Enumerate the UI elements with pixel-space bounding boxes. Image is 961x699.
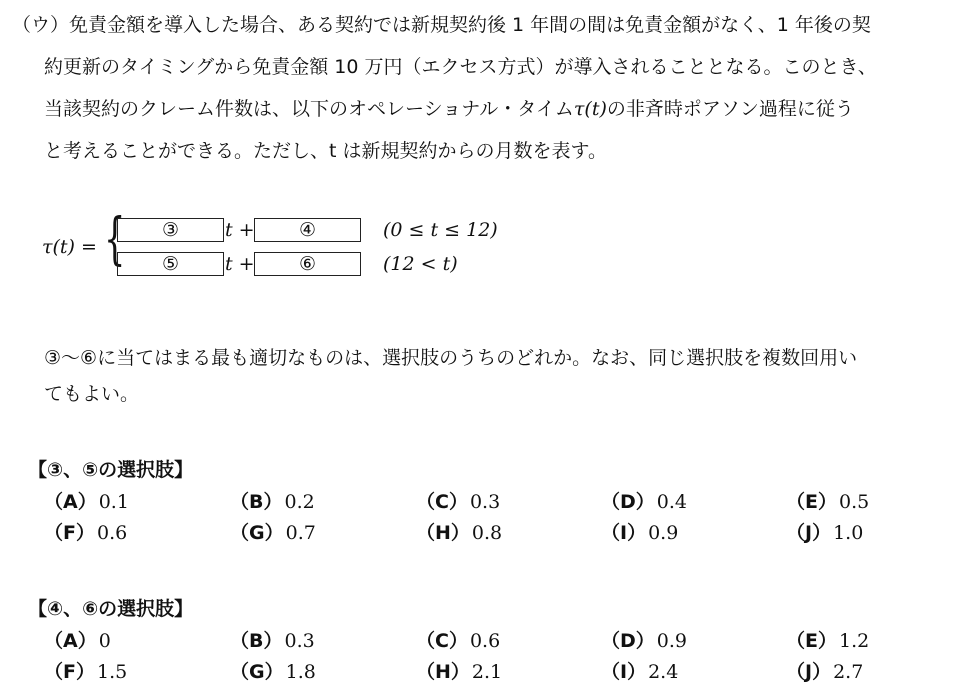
question-line-2: てもよい。 <box>44 383 140 405</box>
choice-group2-i[interactable] <box>601 657 678 684</box>
choice-group1-a[interactable] <box>44 487 129 514</box>
choice-label: （H） <box>416 522 470 544</box>
choice-label: （F） <box>44 661 95 683</box>
choice-value: 0.6 <box>469 630 501 652</box>
choice-label: （E） <box>786 630 837 652</box>
choice-value: 1.0 <box>833 522 864 544</box>
choice-value: 1.8 <box>285 661 316 683</box>
choice-group2-g[interactable] <box>230 657 316 684</box>
formula-condition-1: (0 ≤ t ≤ 12) <box>383 219 498 241</box>
choice-value: 0.4 <box>656 491 687 513</box>
choice-label: （B） <box>230 491 283 513</box>
choice-group1-d[interactable] <box>601 487 687 514</box>
choice-group2-f[interactable] <box>44 657 127 684</box>
choice-label: （F） <box>44 522 95 544</box>
intro-line-4: と考えることができる。ただし、t は新規契約からの月数を表す。 <box>44 140 607 162</box>
choice-group1-h[interactable] <box>416 518 502 545</box>
choice-value: 0.8 <box>471 522 503 544</box>
choice-label: （A） <box>44 491 97 513</box>
answer-box-4[interactable]: ④ <box>254 218 361 242</box>
choice-value: 0.5 <box>838 491 870 513</box>
intro-line-3b: の非斉時ポアソン過程に従う <box>606 98 854 120</box>
choice-value: 2.7 <box>833 661 864 683</box>
choice-value: 1.2 <box>838 630 870 652</box>
choice-value: 0.3 <box>284 630 315 652</box>
choice-group1-j[interactable] <box>786 518 863 545</box>
choice-value: 0.3 <box>469 491 501 513</box>
choice-label: （A） <box>44 630 97 652</box>
intro-line-2: 約更新のタイミングから免責金額 10 万円（エクセス方式）が導入されることとなる。このとき、 <box>44 56 877 78</box>
formula-lhs: τ(t) = <box>42 236 97 258</box>
formula-t-plus-2: t + <box>225 253 255 275</box>
choice-label: （H） <box>416 661 470 683</box>
answer-box-6[interactable]: ⑥ <box>254 252 361 276</box>
choice-group2-d[interactable] <box>601 626 687 653</box>
choice-group2-a[interactable] <box>44 626 111 653</box>
choice-label: （G） <box>230 661 284 683</box>
choice-value: 0.7 <box>285 522 316 544</box>
choice-group1-e[interactable] <box>786 487 869 514</box>
answer-box-3[interactable]: ③ <box>117 218 224 242</box>
choice-group1-b[interactable] <box>230 487 315 514</box>
choice-value: 2.4 <box>648 661 679 683</box>
tau-inline: τ(t) <box>573 98 607 120</box>
choice-value: 1.5 <box>96 661 128 683</box>
choice-value: 0.2 <box>284 491 315 513</box>
choice-value: 0.1 <box>98 491 129 513</box>
choice-label: （J） <box>786 661 832 683</box>
choice-label: （J） <box>786 522 832 544</box>
choice-group1-f[interactable] <box>44 518 127 545</box>
choice-label: （D） <box>601 491 655 513</box>
choice-group1-i[interactable] <box>601 518 678 545</box>
choice-value: 0 <box>98 630 111 652</box>
choice-value: 0.9 <box>648 522 679 544</box>
choice-label: （C） <box>416 630 468 652</box>
choice-group2-h[interactable] <box>416 657 502 684</box>
choices-heading-4-6: 【④、⑥の選択肢】 <box>28 598 194 620</box>
choice-group2-e[interactable] <box>786 626 869 653</box>
choice-group1-g[interactable] <box>230 518 316 545</box>
answer-box-5[interactable]: ⑤ <box>117 252 224 276</box>
formula-brace: { <box>104 207 126 272</box>
choice-label: （I） <box>601 522 647 544</box>
choice-label: （E） <box>786 491 837 513</box>
intro-line-3 <box>44 94 854 121</box>
choices-heading-3-5: 【③、⑤の選択肢】 <box>28 459 194 481</box>
choice-label: （I） <box>601 661 647 683</box>
question-line-1: ③～⑥に当てはまる最も適切なものは、選択肢のうちのどれか。なお、同じ選択肢を複数回用い <box>44 347 858 369</box>
formula-condition-2: (12 < t) <box>383 253 458 275</box>
choice-label: （G） <box>230 522 284 544</box>
choice-label: （C） <box>416 491 468 513</box>
choice-group2-c[interactable] <box>416 626 500 653</box>
choice-value: 0.9 <box>656 630 687 652</box>
intro-line-3a: 当該契約のクレーム件数は、以下のオペレーショナル・タイム <box>44 98 574 120</box>
choice-value: 0.6 <box>96 522 128 544</box>
choice-group2-b[interactable] <box>230 626 315 653</box>
choice-value: 2.1 <box>471 661 503 683</box>
choice-group1-c[interactable] <box>416 487 500 514</box>
choice-group2-j[interactable] <box>786 657 863 684</box>
intro-line-1: （ウ）免責金額を導入した場合、ある契約では新規契約後 1 年間の間は免責金額がなく、1 年後の契 <box>12 14 871 36</box>
choice-label: （B） <box>230 630 283 652</box>
choice-label: （D） <box>601 630 655 652</box>
formula-t-plus-1: t + <box>225 219 255 241</box>
